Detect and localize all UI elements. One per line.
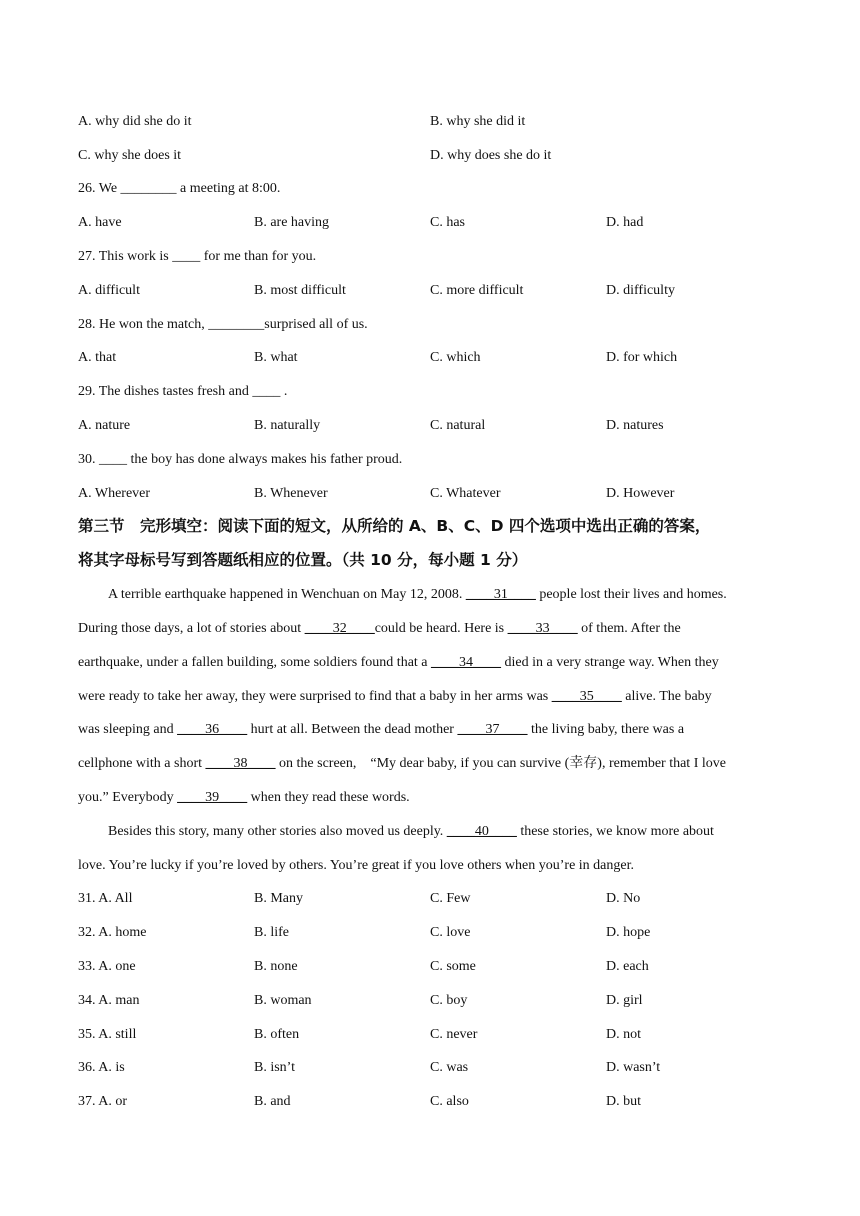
option-a: 32. A. home: [78, 925, 147, 940]
passage-line-8: [78, 822, 788, 842]
option-c: C. more difficult: [430, 283, 524, 298]
option-a: A. nature: [78, 418, 131, 433]
q25-option-b: B. why she did it: [430, 114, 526, 129]
option-d: D. each: [606, 959, 649, 974]
option-b: B. naturally: [254, 418, 321, 433]
option-a: A. that: [78, 350, 117, 365]
question-stem-29: [78, 382, 788, 402]
passage-line-3: [78, 653, 788, 673]
blank-38: ____38____: [205, 756, 276, 771]
option-d: D. for which: [606, 350, 678, 365]
option-b: B. and: [254, 1094, 291, 1109]
option-b: B. Many: [254, 891, 303, 906]
option-b: B. none: [254, 959, 298, 974]
q25-option-c: C. why she does it: [78, 148, 182, 163]
question-options-28: [78, 348, 788, 368]
passage-line-6: [78, 754, 788, 774]
option-b: B. are having: [254, 215, 330, 230]
option-b: B. isn’t: [254, 1060, 295, 1075]
cloze-options-34: [78, 991, 788, 1011]
option-c: C. natural: [430, 418, 486, 433]
cloze-options-35: [78, 1025, 788, 1045]
passage-line-2: [78, 619, 788, 639]
blank-31: ____31____: [465, 587, 536, 602]
option-d: D. natures: [606, 418, 664, 433]
passage-text: During those days, a lot of stories about: [78, 621, 305, 636]
option-c: C. boy: [430, 993, 468, 1008]
option-c: C. which: [430, 350, 481, 365]
option-b: B. often: [254, 1027, 300, 1042]
option-a: 34. A. man: [78, 993, 140, 1008]
passage-line-9: [78, 856, 788, 876]
passage-text: these stories, we know more about: [516, 824, 714, 839]
cloze-options-36: [78, 1058, 788, 1078]
passage-line-1: [78, 585, 788, 605]
cloze-options-32: [78, 923, 788, 943]
passage-text: earthquake, under a fallen building, some soldiers found that a: [78, 655, 432, 670]
blank-33: ____33____: [507, 621, 578, 636]
option-a: 36. A. is: [78, 1060, 125, 1075]
option-d: D. girl: [606, 993, 643, 1008]
blank-39: ____39____: [177, 790, 248, 805]
option-b: B. what: [254, 350, 298, 365]
option-c: C. Whatever: [430, 486, 501, 501]
option-c: C. also: [430, 1094, 469, 1109]
option-c: C. never: [430, 1027, 478, 1042]
passage-text: was sleeping and: [78, 722, 178, 737]
option-c: C. some: [430, 959, 476, 974]
option-b: B. Whenever: [254, 486, 328, 501]
option-d: D. wasn’t: [606, 1060, 661, 1075]
blank-32: ____32____: [304, 621, 375, 636]
option-a: 31. A. All: [78, 891, 133, 906]
option-b: B. woman: [254, 993, 312, 1008]
option-c: C. has: [430, 215, 465, 230]
passage-text: you.” Everybody: [78, 790, 178, 805]
passage-text: A terrible earthquake happened in Wenchuan on May 12, 2008.: [108, 587, 466, 602]
option-d: D. but: [606, 1094, 641, 1109]
passage-line-7: [78, 788, 788, 808]
passage-text: could be heard. Here is: [374, 621, 508, 636]
question-stem-text: 27. This work is ____ for me than for you.: [78, 249, 317, 264]
passage-line-4: [78, 687, 788, 707]
option-c: C. love: [430, 925, 471, 940]
option-d: D. No: [606, 891, 641, 906]
passage-text: hurt at all. Between the dead mother: [247, 722, 458, 737]
passage-text: of them. After the: [577, 621, 681, 636]
q25-options-row-1: [78, 112, 788, 132]
question-stem-text: 26. We ________ a meeting at 8:00.: [78, 181, 281, 196]
passage-text: love. You’re lucky if you’re loved by others. You’re great if you love others when you’re in danger.: [78, 858, 634, 873]
option-d: D. hope: [606, 925, 651, 940]
question-options-29: [78, 416, 788, 436]
question-stem-text: 28. He won the match, ________surprised all of us.: [78, 317, 368, 332]
blank-40: ____40____: [446, 824, 517, 839]
question-stem-28: [78, 315, 788, 335]
option-a: 33. A. one: [78, 959, 136, 974]
option-a: A. Wherever: [78, 486, 151, 501]
passage-text: died in a very strange way. When they: [501, 655, 719, 670]
option-b: B. life: [254, 925, 289, 940]
passage-text: Besides this story, many other stories also moved us deeply.: [108, 824, 447, 839]
passage-text: cellphone with a short: [78, 756, 206, 771]
question-stem-text: 29. The dishes tastes fresh and ____ .: [78, 384, 288, 399]
section-heading-line-1: 第三节 完形填空：阅读下面的短文，从所给的 A、B、C、D 四个选项中选出正确的答案，: [78, 517, 711, 535]
blank-36: ____36____: [177, 722, 248, 737]
option-c: C. was: [430, 1060, 469, 1075]
question-stem-26: [78, 179, 788, 199]
q25-option-d: D. why does she do it: [430, 148, 552, 163]
q25-options-row-2: [78, 146, 788, 166]
passage-line-5: [78, 720, 788, 740]
option-a: A. have: [78, 215, 122, 230]
blank-34: ____34____: [431, 655, 502, 670]
option-b: B. most difficult: [254, 283, 346, 298]
blank-35: ____35____: [551, 689, 622, 704]
option-d: D. difficulty: [606, 283, 675, 298]
passage-text: when they read these words.: [247, 790, 410, 805]
question-stem-text: 30. ____ the boy has done always makes his father proud.: [78, 452, 403, 467]
question-options-26: [78, 213, 788, 233]
passage-text: people lost their lives and homes.: [535, 587, 727, 602]
option-d: D. not: [606, 1027, 641, 1042]
option-a: 37. A. or: [78, 1094, 127, 1109]
question-options-27: [78, 281, 788, 301]
question-stem-30: [78, 450, 788, 470]
passage-text: the living baby, there was a: [527, 722, 685, 737]
passage-text: on the screen, “My dear baby, if you can survive (幸存), remember that I love: [275, 756, 726, 771]
option-d: D. had: [606, 215, 644, 230]
question-stem-27: [78, 247, 788, 267]
option-d: D. However: [606, 486, 675, 501]
cloze-options-31: [78, 889, 788, 909]
option-a: 35. A. still: [78, 1027, 137, 1042]
option-a: A. difficult: [78, 283, 140, 298]
passage-text: alive. The baby: [621, 689, 712, 704]
question-options-30: [78, 484, 788, 504]
option-c: C. Few: [430, 891, 471, 906]
section-heading-line-2: 将其字母标号写到答题纸相应的位置。（共 10 分，每小题 1 分）: [78, 551, 528, 569]
passage-text: were ready to take her away, they were surprised to find that a baby in her arms was: [78, 689, 552, 704]
blank-37: ____37____: [457, 722, 528, 737]
cloze-options-33: [78, 957, 788, 977]
cloze-options-37: [78, 1092, 788, 1112]
q25-option-a: A. why did she do it: [78, 114, 192, 129]
